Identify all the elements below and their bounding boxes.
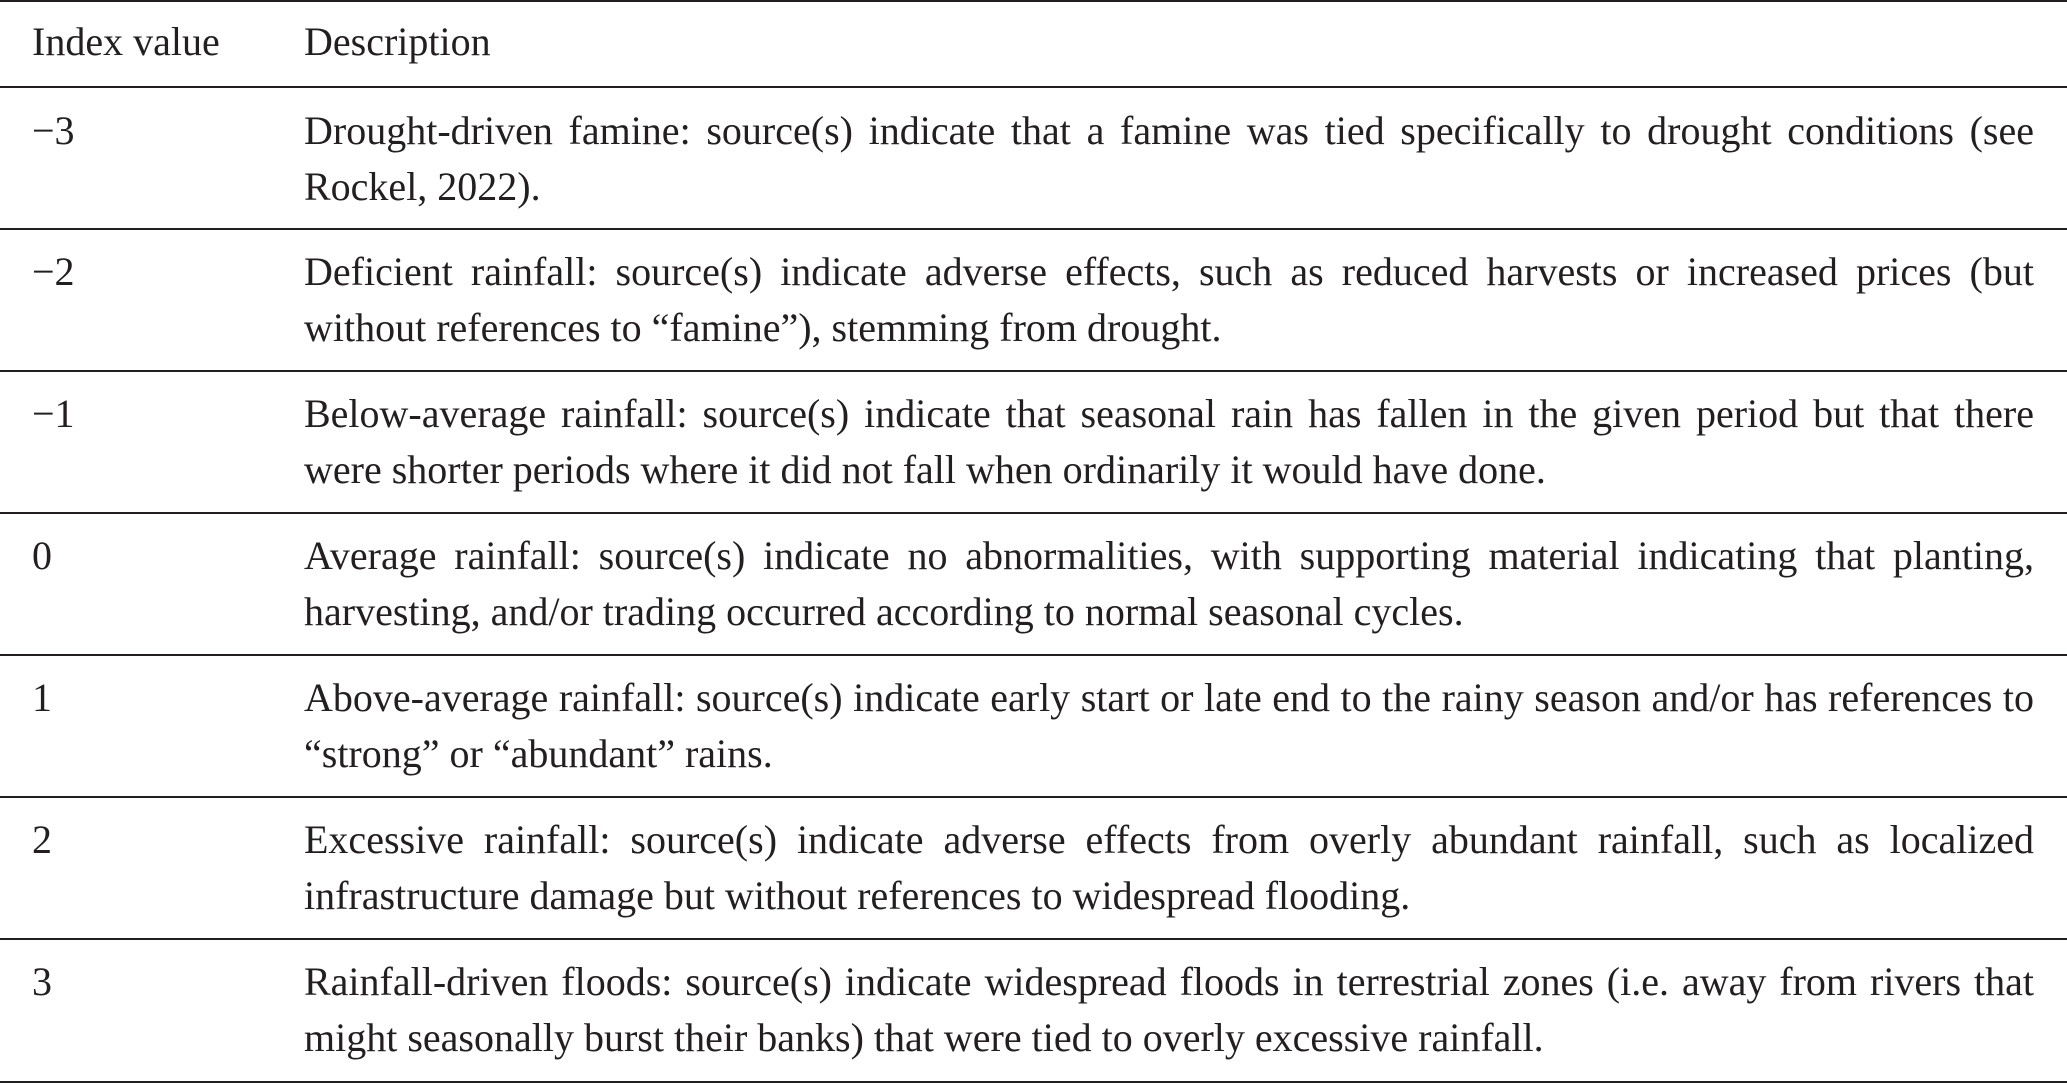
row-description: Rainfall-driven floods: source(s) indicate widespread floods in terrestrial zones (i.e. away from rivers that might seasonally burst their banks) that were tied to overly excessive rainfall. xyxy=(304,959,2034,1060)
row-rule xyxy=(0,654,2067,656)
row-rule xyxy=(0,370,2067,372)
row-description: Excessive rainfall: source(s) indicate adverse effects from overly abundant rainfall, such as localized infrastructure damage but without references to widespread flooding. xyxy=(304,817,2034,918)
row-rule xyxy=(0,512,2067,514)
row-rule xyxy=(0,796,2067,798)
header-rule xyxy=(0,86,2067,88)
row-index-value: −2 xyxy=(32,249,75,294)
row-index-value: 2 xyxy=(32,817,52,862)
table-bottom-rule xyxy=(0,1081,2067,1083)
header-index-value: Index value xyxy=(32,19,220,64)
header-description: Description xyxy=(304,19,491,64)
row-description: Drought-driven famine: source(s) indicate that a famine was tied specifically to drought conditions (see Rockel, 2022). xyxy=(304,108,2034,209)
table-top-rule xyxy=(0,0,2067,2)
row-index-value: 1 xyxy=(32,675,52,720)
row-index-value: 3 xyxy=(32,959,52,1004)
row-rule xyxy=(0,938,2067,940)
row-description: Average rainfall: source(s) indicate no abnormalities, with supporting material indicating that planting, harvesting, and/or trading occurred according to normal seasonal cycles. xyxy=(304,533,2034,634)
row-index-value: −3 xyxy=(32,108,75,153)
row-description: Deficient rainfall: source(s) indicate adverse effects, such as reduced harvests or increased prices (but without references to “famine”), stemming from drought. xyxy=(304,249,2034,350)
row-index-value: 0 xyxy=(32,533,52,578)
row-description: Above-average rainfall: source(s) indicate early start or late end to the rainy season and/or has references to “strong” or “abundant” rains. xyxy=(304,675,2034,776)
row-rule xyxy=(0,228,2067,230)
row-description: Below-average rainfall: source(s) indicate that seasonal rain has fallen in the given period but that there were shorter periods where it did not fall when ordinarily it would have done. xyxy=(304,391,2034,492)
row-index-value: −1 xyxy=(32,391,75,436)
